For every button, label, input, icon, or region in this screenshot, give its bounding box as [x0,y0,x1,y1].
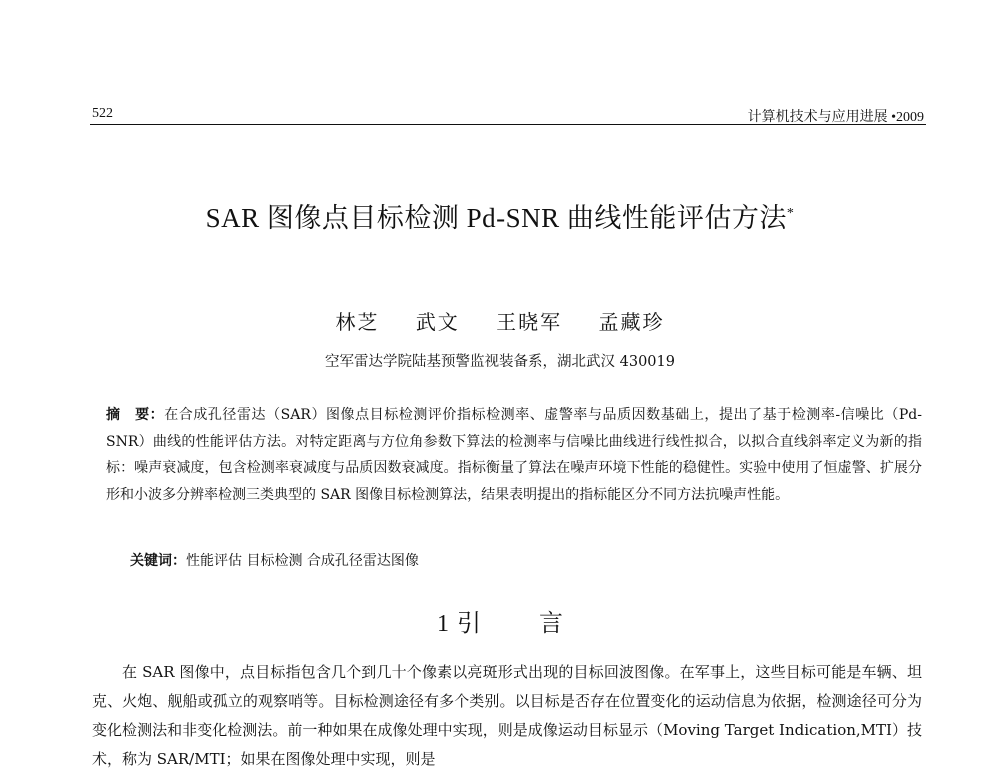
section-number: 1 [437,611,449,637]
section-title-part1: 引 [457,611,481,637]
section-title-part2: 言 [539,611,563,637]
keywords-text: 性能评估 目标检测 合成孔径雷达图像 [186,553,419,569]
author: 孟藏珍 [598,310,665,334]
journal-name: 计算机技术与应用进展 •2009 [747,110,924,125]
header-rule [90,124,926,125]
paper-title-text: SAR 图像点目标检测 Pd-SNR 曲线性能评估方法 [205,203,787,233]
keywords [130,550,920,570]
author: 林芝 [335,310,380,334]
affiliation: 空军雷达学院陆基预警监视装备系，湖北武汉 430019 [325,354,675,370]
abstract [106,402,922,508]
author: 武文 [415,310,460,334]
body-text [92,658,922,774]
title-footnote-mark: * [786,206,795,221]
paper-title [0,196,1000,235]
page-number: 522 [92,106,113,121]
paragraph: 在 SAR 图像中，点目标指包含几个到几十个像素以亮斑形式出现的目标回波图像。在军事上，这些目标可能是车辆、坦克、火炮、舰船或孤立的观察哨等。目标检测途径有多个类别。以目标是否存在位置变化的运动信息为依据，检测途径可分为变化检测法和非变化检测法。前一种如果在成像处理中实现，则是成像运动目标显示（Moving Target Indication,MTI）技术，称为 SAR/MTI；如果在图像处理中实现，则是 [92,663,922,768]
section-heading [0,603,1000,638]
author-list [0,306,1000,335]
keywords-label: 关键词： [130,553,186,569]
author: 王晓军 [496,310,563,334]
abstract-label: 摘 要： [106,407,165,423]
abstract-text: 在合成孔径雷达（SAR）图像点目标检测评价指标检测率、虚警率与品质因数基础上，提出了基于检测率-信噪比（Pd-SNR）曲线的性能评估方法。对特定距离与方位角参数下算法的检测率与信噪比曲线进行线性拟合，以拟合直线斜率定义为新的指标：噪声衰减度，包含检测率衰减度与品质因数衰减度。指标衡量了算法在噪声环境下性能的稳健性。实验中使用了恒虚警、扩展分形和小波多分辨率检测三类典型的 SAR 图像目标检测算法，结果表明提出的指标能区分不同方法抗噪声性能。 [106,407,922,503]
